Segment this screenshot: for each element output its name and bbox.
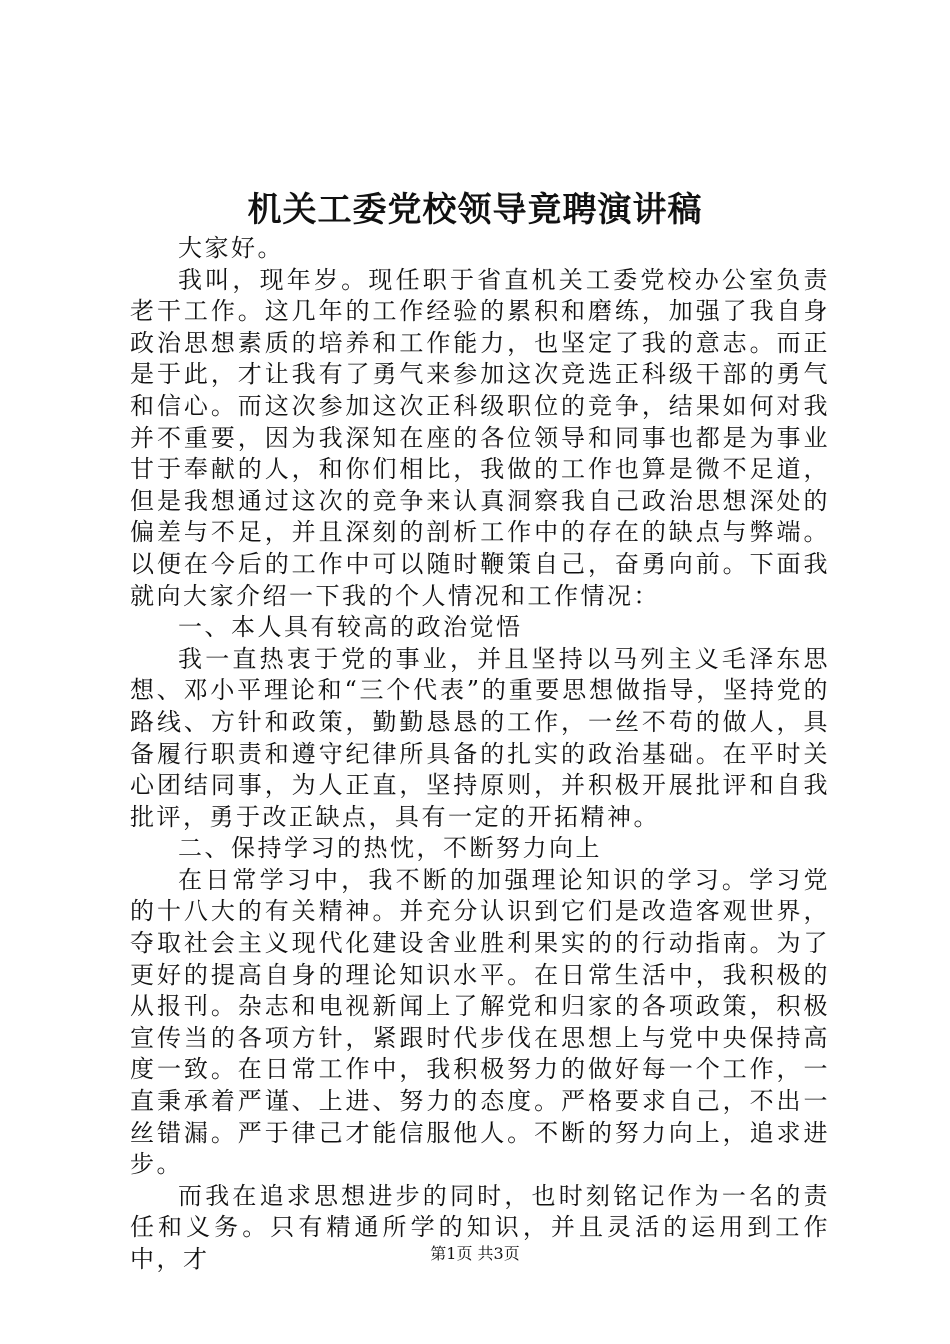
page-footer: 第1页 共3页 bbox=[430, 1244, 520, 1263]
paragraph-introduction: 我叫，现年岁。现任职于省直机关工委党校办公室负责老干工作。这几年的工作经验的累积和磨练，加强了我自身政治思想素质的培养和工作能力，也坚定了我的意志。而正是于此，才让我有了勇气来参加这次竞选正科级干部的勇气和信心。而这次参加这次正科级职位的竞争，结果如何对我并不重要，因为我深知在座的各位领导和同事也都是为事业甘于奉献的人，和你们相比，我做的工作也算是微不足道，但是我想通过这次的竞争来认真洞察我自己政治思想深处的偏差与不足，并且深刻的剖析工作中的存在的缺点与弊端。以便在今后的工作中可以随时鞭策自己，奋勇向前。下面我就向大家介绍一下我的个人情况和工作情况： bbox=[130, 265, 830, 610]
paragraph-greeting: 大家好。 bbox=[178, 234, 284, 262]
paragraph-responsibility: 而我在追求思想进步的同时，也时刻铭记作为一名的责任和义务。只有精通所学的知识，并且灵活的运用到工作中，才 bbox=[130, 1181, 830, 1273]
section-heading-political-awareness: 一、本人具有较高的政治觉悟 bbox=[178, 613, 523, 642]
paragraph-political-awareness: 我一直热衷于党的事业，并且坚持以马列主义毛泽东思想、邓小平理论和“三个代表”的重要思想做指导，坚持党的路线、方针和政策，勤勤恳恳的工作，一丝不苟的做人，具备履行职责和遵守纪律所具备的扎实的政治基础。在平时关心团结同事，为人正直，坚持原则，并积极开展批评和自我批评，勇于改正缺点，具有一定的开拓精神。 bbox=[130, 644, 830, 831]
document-title: 机关工委党校领导竟聘演讲稿 bbox=[247, 190, 703, 230]
document-body bbox=[130, 233, 830, 1276]
section-heading-learning: 二、保持学习的热忱，不断努力向上 bbox=[178, 834, 602, 863]
paragraph-learning: 在日常学习中，我不断的加强理论知识的学习。学习党的十八大的有关精神。并充分认识到它们是改造客观世界，夺取社会主义现代化建设舍业胜利果实的的行动指南。为了更好的提高自身的理论知识水平。在日常生活中，我积极的从报刊。杂志和电视新闻上了解党和归家的各项政策，积极宣传当的各项方针，紧跟时代步伐在思想上与党中央保持高度一致。在日常工作中，我积极努力的做好每一个工作，一直秉承着严谨、上进、努力的态度。严格要求自己，不出一丝错漏。严于律己才能信服他人。不断的努力向上，追求进步。 bbox=[130, 865, 830, 1179]
